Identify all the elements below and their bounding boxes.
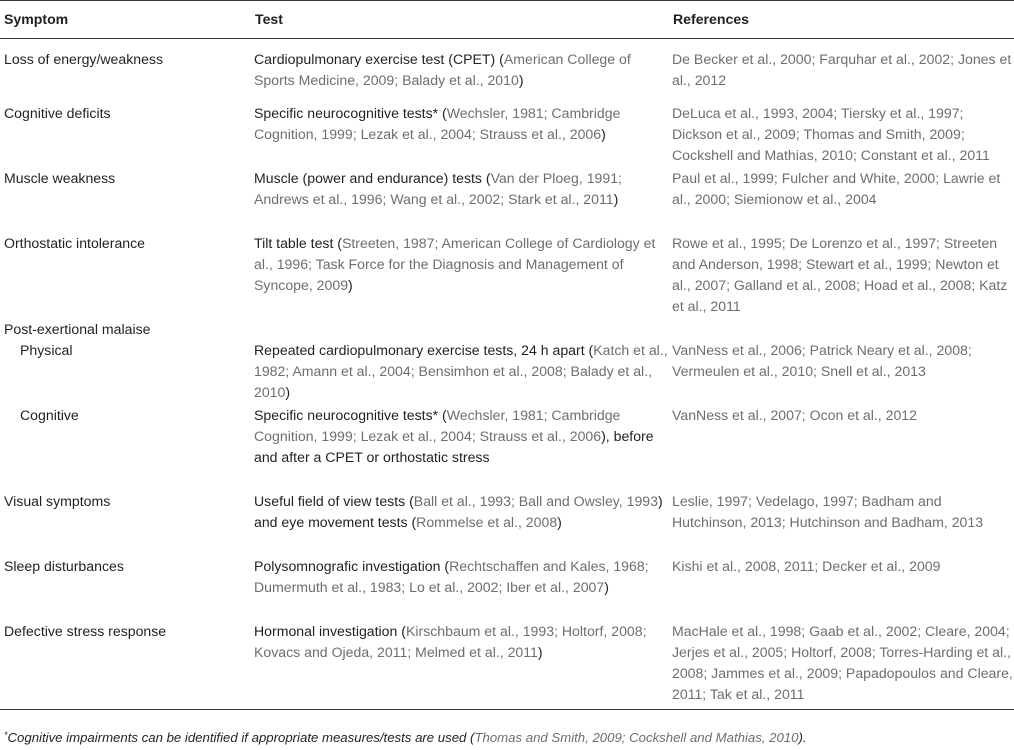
references-cell: De Becker et al., 2000; Farquhar et al., 2002; Jones et al., 2012 bbox=[672, 51, 1012, 88]
test-cell: Repeated cardiopulmonary exercise tests, 24 h apart (Katch et al., 1982; Amann et al., 2004; Bensimhon et al., 2008; Balady et al., 2010) bbox=[254, 342, 668, 400]
footnote-citation: Thomas and Smith, 2009; Cockshell and Mathias, 2010 bbox=[474, 730, 799, 745]
table-row-group-heading bbox=[0, 319, 1014, 340]
test-citation: Ball et al., 1993; Ball and Owsley, 1993 bbox=[413, 493, 658, 509]
test-citation: Rechtschaffen and Kales, 1968; Dumermuth et al., 1983; Lo et al., 2002; Iber et al., 2007 bbox=[254, 558, 649, 595]
symptom-subcell: Cognitive bbox=[20, 407, 79, 423]
symptom-cell: Visual symptoms bbox=[4, 493, 111, 509]
test-citation: Katch et al., 1982; Amann et al., 2004; Bensimhon et al., 2008; Balady et al., 2010 bbox=[254, 342, 668, 400]
table-footnote: *Cognitive impairments can be identified if appropriate measures/tests are used (Thomas and Smith, 2009; Cockshell and Mathias, 2010). bbox=[4, 730, 807, 745]
symptom-cell: Orthostatic intolerance bbox=[4, 235, 146, 251]
header-references: References bbox=[669, 1, 1014, 39]
table-row bbox=[0, 39, 1014, 104]
symptom-cell: Post-exertional malaise bbox=[4, 321, 151, 337]
test-cell: Useful field of view tests (Ball et al., 1993; Ball and Owsley, 1993) and eye movement tests (Rommelse et al., 2008) bbox=[254, 493, 663, 530]
table-row bbox=[0, 405, 1014, 491]
table-header bbox=[0, 1, 1014, 39]
test-citation: Wechsler, 1981; Cambridge Cognition, 1999; Lezak et al., 2004; Strauss et al., 2006 bbox=[254, 105, 621, 142]
symptom-cell: Muscle weakness bbox=[4, 170, 116, 186]
test-cell: Specific neurocognitive tests* (Wechsler, 1981; Cambridge Cognition, 1999; Lezak et al., 2004; Strauss et al., 2006), before and after a CPET or orthostatic stress bbox=[254, 407, 654, 465]
table-row bbox=[0, 233, 1014, 319]
references-cell: DeLuca et al., 1993, 2004; Tiersky et al., 1997; Dickson et al., 2009; Thomas and Smith, 2009; Cockshell and Mathias, 2010; Constant et al., 2011 bbox=[672, 105, 990, 163]
test-citation: Rommelse et al., 2008 bbox=[416, 514, 558, 530]
symptom-cell: Loss of energy/weakness bbox=[4, 51, 164, 67]
symptom-cell: Sleep disturbances bbox=[4, 558, 124, 574]
symptom-cell: Defective stress response bbox=[0, 621, 251, 710]
table-row bbox=[0, 556, 1014, 621]
symptom-cell: Cognitive deficits bbox=[4, 105, 111, 121]
table-row bbox=[0, 491, 1014, 556]
test-citation: Van der Ploeg, 1991; Andrews et al., 1996; Wang et al., 2002; Stark et al., 2011 bbox=[254, 170, 622, 207]
references-cell: Paul et al., 1999; Fulcher and White, 2000; Lawrie et al., 2000; Siemionow et al., 2004 bbox=[672, 170, 1001, 207]
references-cell: VanNess et al., 2006; Patrick Neary et al., 2008; Vermeulen et al., 2010; Snell et al., 2013 bbox=[672, 342, 972, 379]
test-cell: Specific neurocognitive tests* (Wechsler, 1981; Cambridge Cognition, 1999; Lezak et al., 2004; Strauss et al., 2006) bbox=[254, 105, 621, 142]
table-row bbox=[0, 168, 1014, 233]
test-citation: Kirschbaum et al., 1993; Holtorf, 2008; Kovacs and Ojeda, 2011; Melmed et al., 2011 bbox=[254, 623, 647, 660]
test-cell: Cardiopulmonary exercise test (CPET) (American College of Sports Medicine, 2009; Balady et al., 2010) bbox=[254, 51, 631, 88]
table-row bbox=[0, 621, 1014, 710]
table-row bbox=[0, 340, 1014, 405]
test-cell: Polysomnografic investigation (Rechtschaffen and Kales, 1968; Dumermuth et al., 1983; Lo et al., 2002; Iber et al., 2007) bbox=[254, 558, 649, 595]
test-cell: Muscle (power and endurance) tests (Van der Ploeg, 1991; Andrews et al., 1996; Wang et al., 2002; Stark et al., 2011) bbox=[254, 170, 622, 207]
references-cell: MacHale et al., 1998; Gaab et al., 2002; Cleare, 2004; Jerjes et al., 2005; Holtorf, 2008; Torres-Harding et al., 2008; Jammes et al., 2009; Papadopoulos and Cleare, 2011; Tak et al., 2011 bbox=[669, 621, 1014, 710]
test-citation: Streeten, 1987; American College of Cardiology et al., 1996; Task Force for the Diagnosis and Management of Syncope, 2009 bbox=[254, 235, 656, 293]
references-cell: Leslie, 1997; Vedelago, 1997; Badham and Hutchinson, 2013; Hutchinson and Badham, 2013 bbox=[672, 493, 984, 530]
header-symptom: Symptom bbox=[0, 1, 251, 39]
references-cell: Kishi et al., 2008, 2011; Decker et al., 2009 bbox=[672, 558, 941, 574]
symptom-subcell: Physical bbox=[20, 342, 73, 358]
test-cell: Tilt table test (Streeten, 1987; American College of Cardiology et al., 1996; Task Force for the Diagnosis and Management of Syncope, 2009) bbox=[254, 235, 656, 293]
test-citation: Wechsler, 1981; Cambridge Cognition, 1999; Lezak et al., 2004; Strauss et al., 2006 bbox=[254, 407, 621, 444]
references-cell: Rowe et al., 1995; De Lorenzo et al., 1997; Streeten and Anderson, 1998; Stewart et al., 1999; Newton et al., 2007; Galland et al., 2008; Hoad et al., 2008; Katz et al., 2011 bbox=[672, 235, 1008, 314]
references-cell: VanNess et al., 2007; Ocon et al., 2012 bbox=[672, 407, 917, 423]
header-test: Test bbox=[251, 1, 669, 39]
test-citation: American College of Sports Medicine, 2009; Balady et al., 2010 bbox=[254, 51, 631, 88]
test-cell: Hormonal investigation (Kirschbaum et al., 1993; Holtorf, 2008; Kovacs and Ojeda, 2011; Melmed et al., 2011) bbox=[251, 621, 669, 710]
table-row bbox=[0, 103, 1014, 168]
